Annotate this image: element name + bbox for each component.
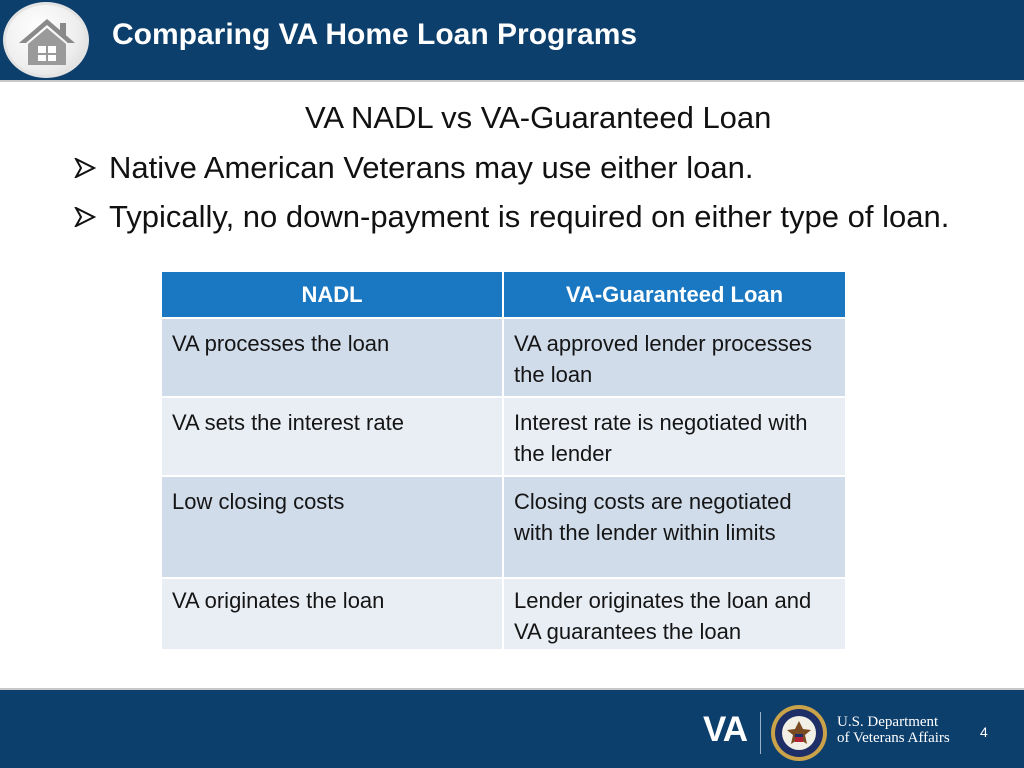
- table-row: [162, 397, 845, 476]
- page-number: 4: [980, 724, 988, 740]
- slide-subtitle: VA NADL vs VA-Guaranteed Loan: [305, 100, 772, 135]
- table-row: [162, 318, 845, 397]
- comparison-table: [162, 272, 845, 651]
- bullet-text: Native American Veterans may use either loan.: [109, 150, 754, 185]
- footer-divider: [760, 712, 761, 754]
- column-header-va-guaranteed: VA-Guaranteed Loan: [503, 272, 845, 318]
- table-cell: VA approved lender processes the loan: [503, 318, 845, 397]
- department-name: U.S. Department of Veterans Affairs: [837, 714, 950, 746]
- table-cell: VA processes the loan: [162, 318, 503, 397]
- table-header-row: [162, 272, 845, 318]
- va-logo: VA: [703, 710, 748, 749]
- table-cell: Closing costs are negotiated with the lender within limits: [503, 476, 845, 578]
- table-row: [162, 476, 845, 578]
- slide-footer: [0, 688, 1024, 768]
- table-row: [162, 578, 845, 650]
- table-cell: Interest rate is negotiated with the lender: [503, 397, 845, 476]
- table-cell: Lender originates the loan and VA guarantees the loan: [503, 578, 845, 650]
- bullet-item: [74, 195, 974, 238]
- page-title: Comparing VA Home Loan Programs: [112, 18, 638, 51]
- column-header-nadl: NADL: [162, 272, 503, 318]
- arrow-bullet-icon: [74, 207, 96, 227]
- table-cell: VA sets the interest rate: [162, 397, 503, 476]
- bullet-list: [74, 146, 974, 244]
- table-cell: VA originates the loan: [162, 578, 503, 650]
- slide-header: [0, 0, 1024, 82]
- va-seal-icon: [770, 704, 828, 762]
- house-icon: [3, 2, 89, 78]
- bullet-text: Typically, no down-payment is required on either type of loan.: [109, 199, 950, 234]
- arrow-bullet-icon: [74, 158, 96, 178]
- bullet-item: [74, 146, 974, 189]
- table-cell: Low closing costs: [162, 476, 503, 578]
